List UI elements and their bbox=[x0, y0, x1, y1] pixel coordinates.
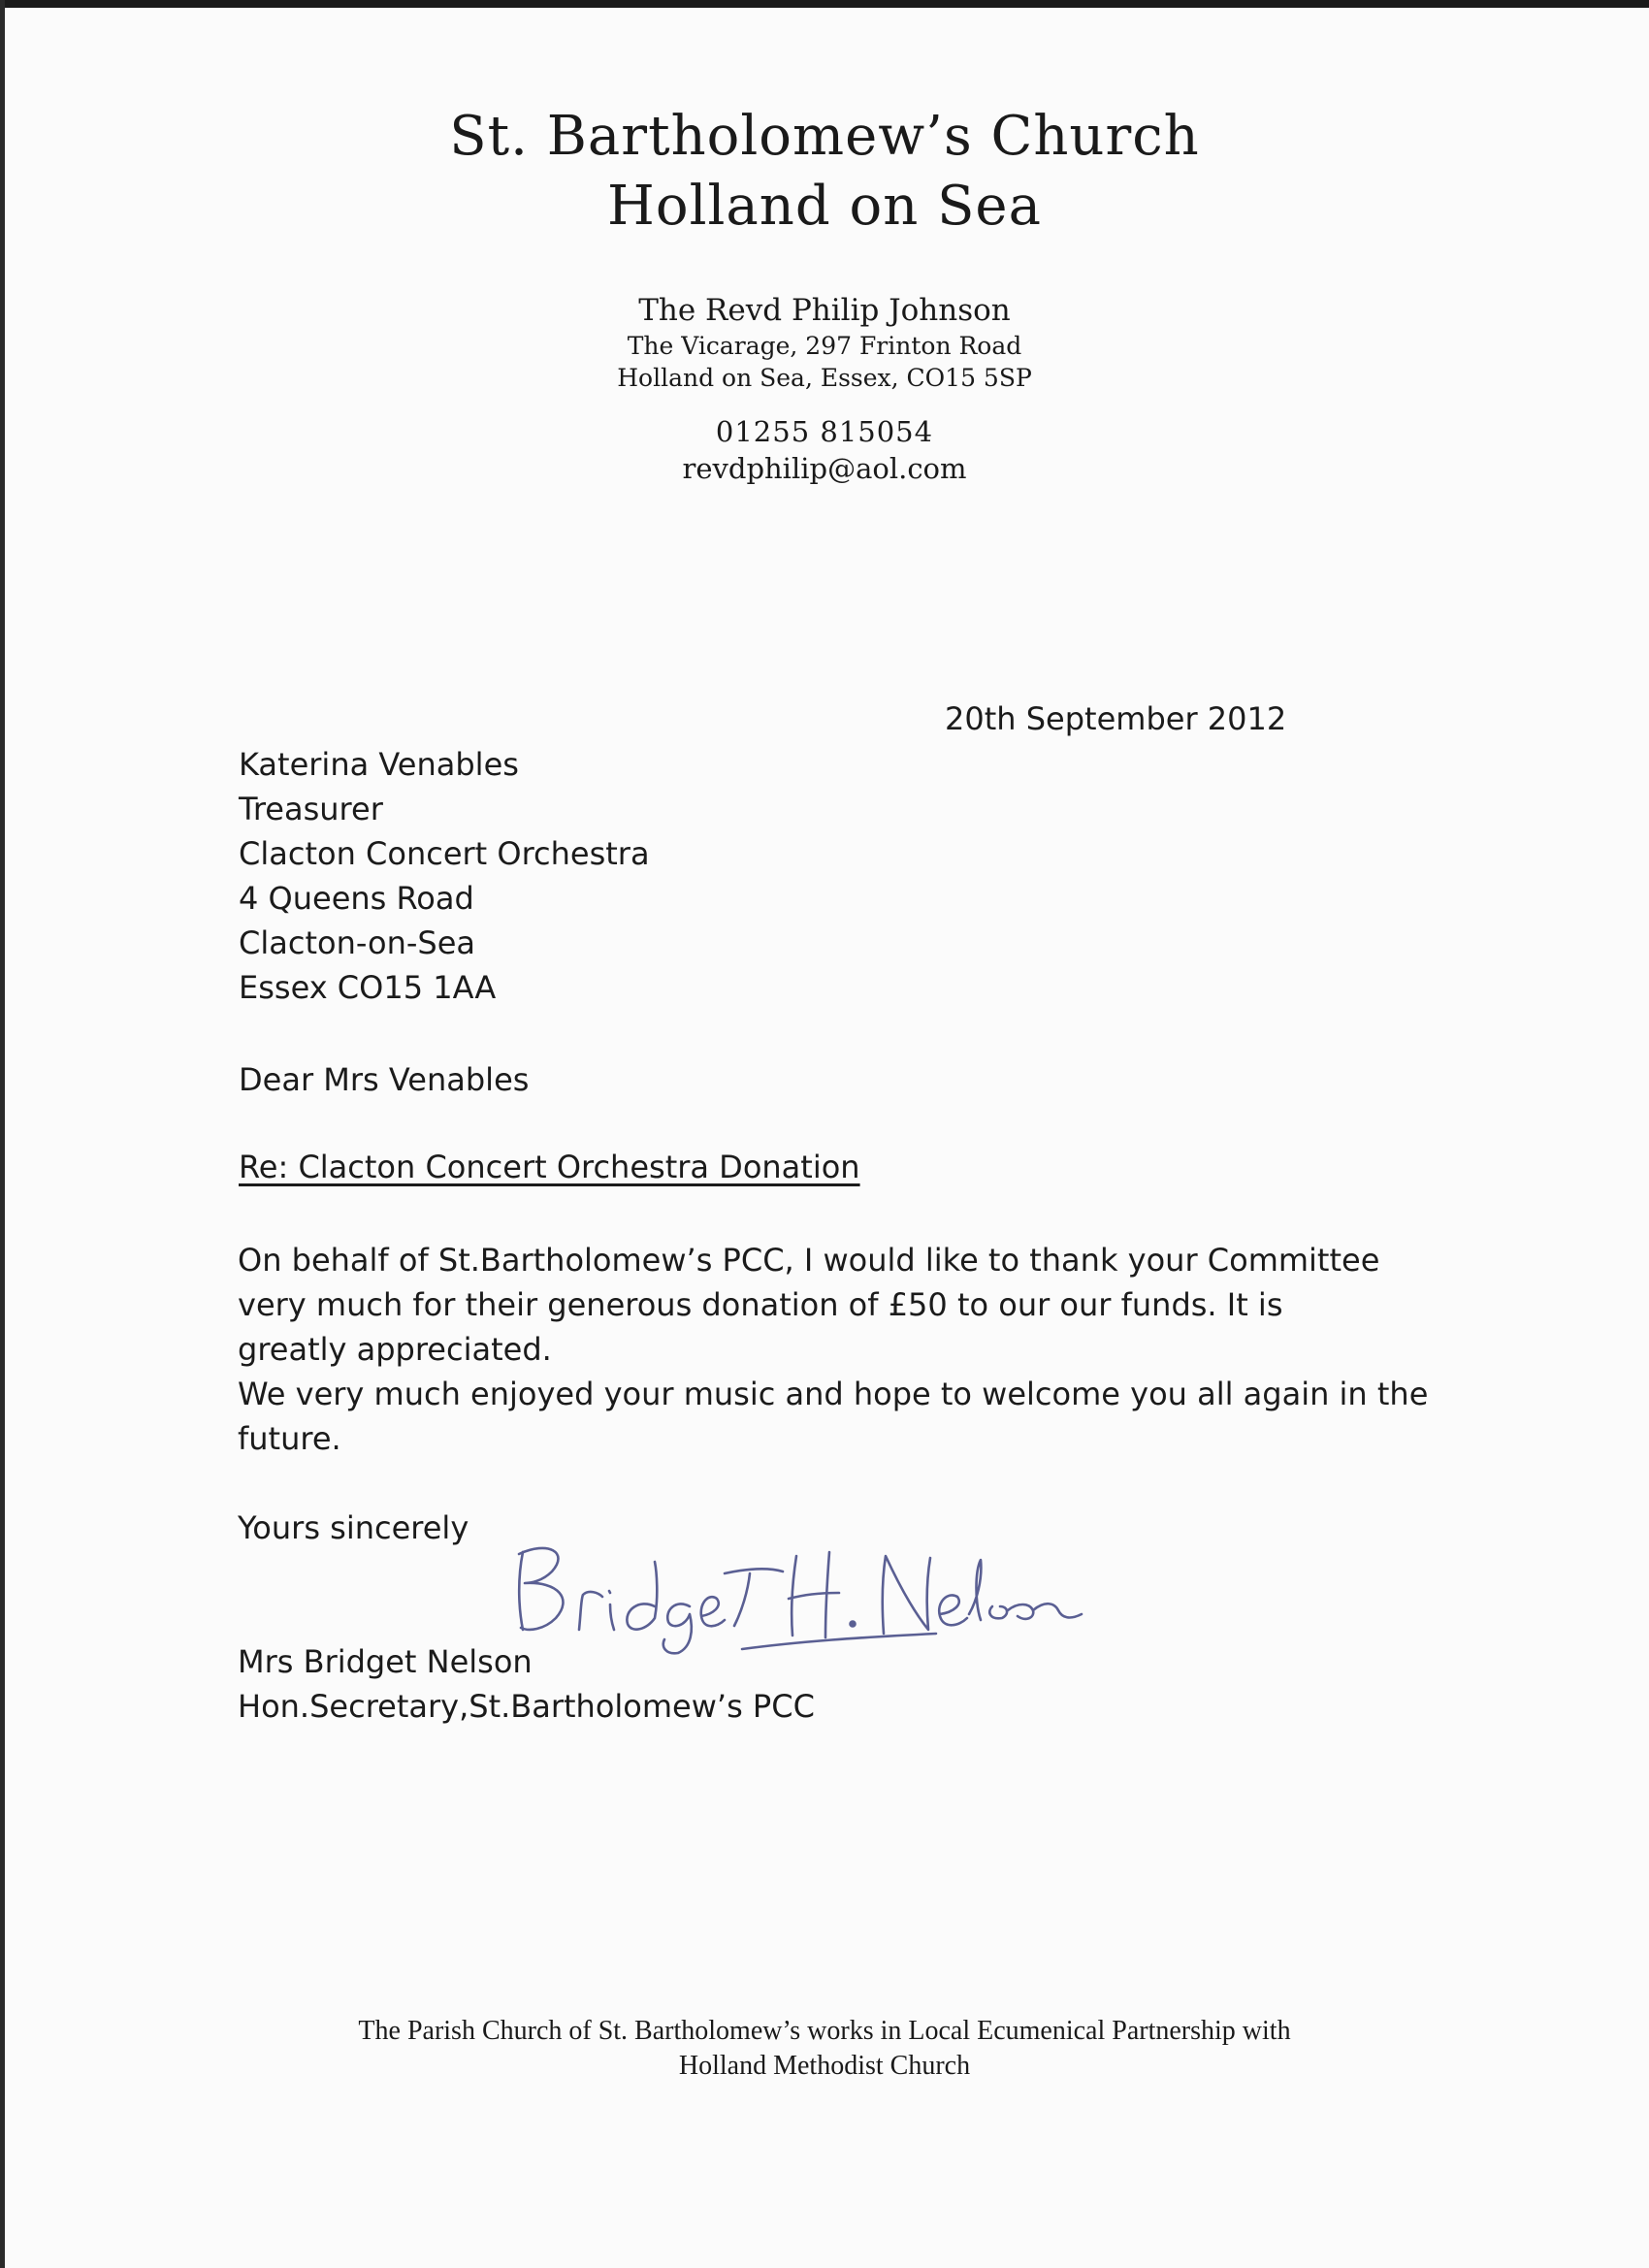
letter-body bbox=[238, 1238, 1428, 1461]
church-location: Holland on Sea bbox=[607, 175, 1042, 238]
recipient-line: Katerina Venables bbox=[239, 746, 519, 783]
letter-date: 20th September 2012 bbox=[945, 700, 1287, 737]
signer-title: Hon.Secretary,St.Bartholomew’s PCC bbox=[238, 1688, 815, 1725]
salutation: Dear Mrs Venables bbox=[239, 1061, 530, 1098]
recipient-line: Treasurer bbox=[239, 791, 383, 827]
address-line-2: Holland on Sea, Essex, CO15 5SP bbox=[617, 364, 1032, 392]
body-line: On behalf of St.Bartholomew’s PCC, I would like to thank your Committee bbox=[238, 1242, 1380, 1279]
church-name: St. Bartholomew’s Church bbox=[449, 105, 1200, 168]
vicar-name: The Revd Philip Johnson bbox=[638, 293, 1011, 328]
recipient-line: Essex CO15 1AA bbox=[239, 969, 497, 1006]
closing: Yours sincerely bbox=[238, 1509, 469, 1546]
signer-block bbox=[238, 1639, 815, 1729]
body-line: very much for their generous donation of £50 to our our funds. It is bbox=[238, 1286, 1283, 1323]
footer-line-2: Holland Methodist Church bbox=[678, 2051, 971, 2081]
handwritten-signature bbox=[509, 1513, 1091, 1659]
body-line: future. bbox=[238, 1420, 341, 1457]
footer-line-1: The Parish Church of St. Bartholomew’s works in Local Ecumenical Partnership with bbox=[358, 2016, 1291, 2046]
email-address: revdphilip@aol.com bbox=[682, 452, 967, 485]
phone-number: 01255 815054 bbox=[715, 415, 934, 448]
subject-line: Re: Clacton Concert Orchestra Donation bbox=[239, 1149, 860, 1185]
recipient-address bbox=[239, 742, 650, 1010]
body-line: greatly appreciated. bbox=[238, 1331, 552, 1368]
recipient-line: 4 Queens Road bbox=[239, 880, 474, 917]
body-line: We very much enjoyed your music and hope to welcome you all again in the bbox=[238, 1376, 1429, 1412]
recipient-line: Clacton-on-Sea bbox=[239, 924, 475, 961]
recipient-line: Clacton Concert Orchestra bbox=[239, 835, 650, 872]
signer-name: Mrs Bridget Nelson bbox=[238, 1643, 533, 1680]
address-line-1: The Vicarage, 297 Frinton Road bbox=[627, 332, 1022, 360]
